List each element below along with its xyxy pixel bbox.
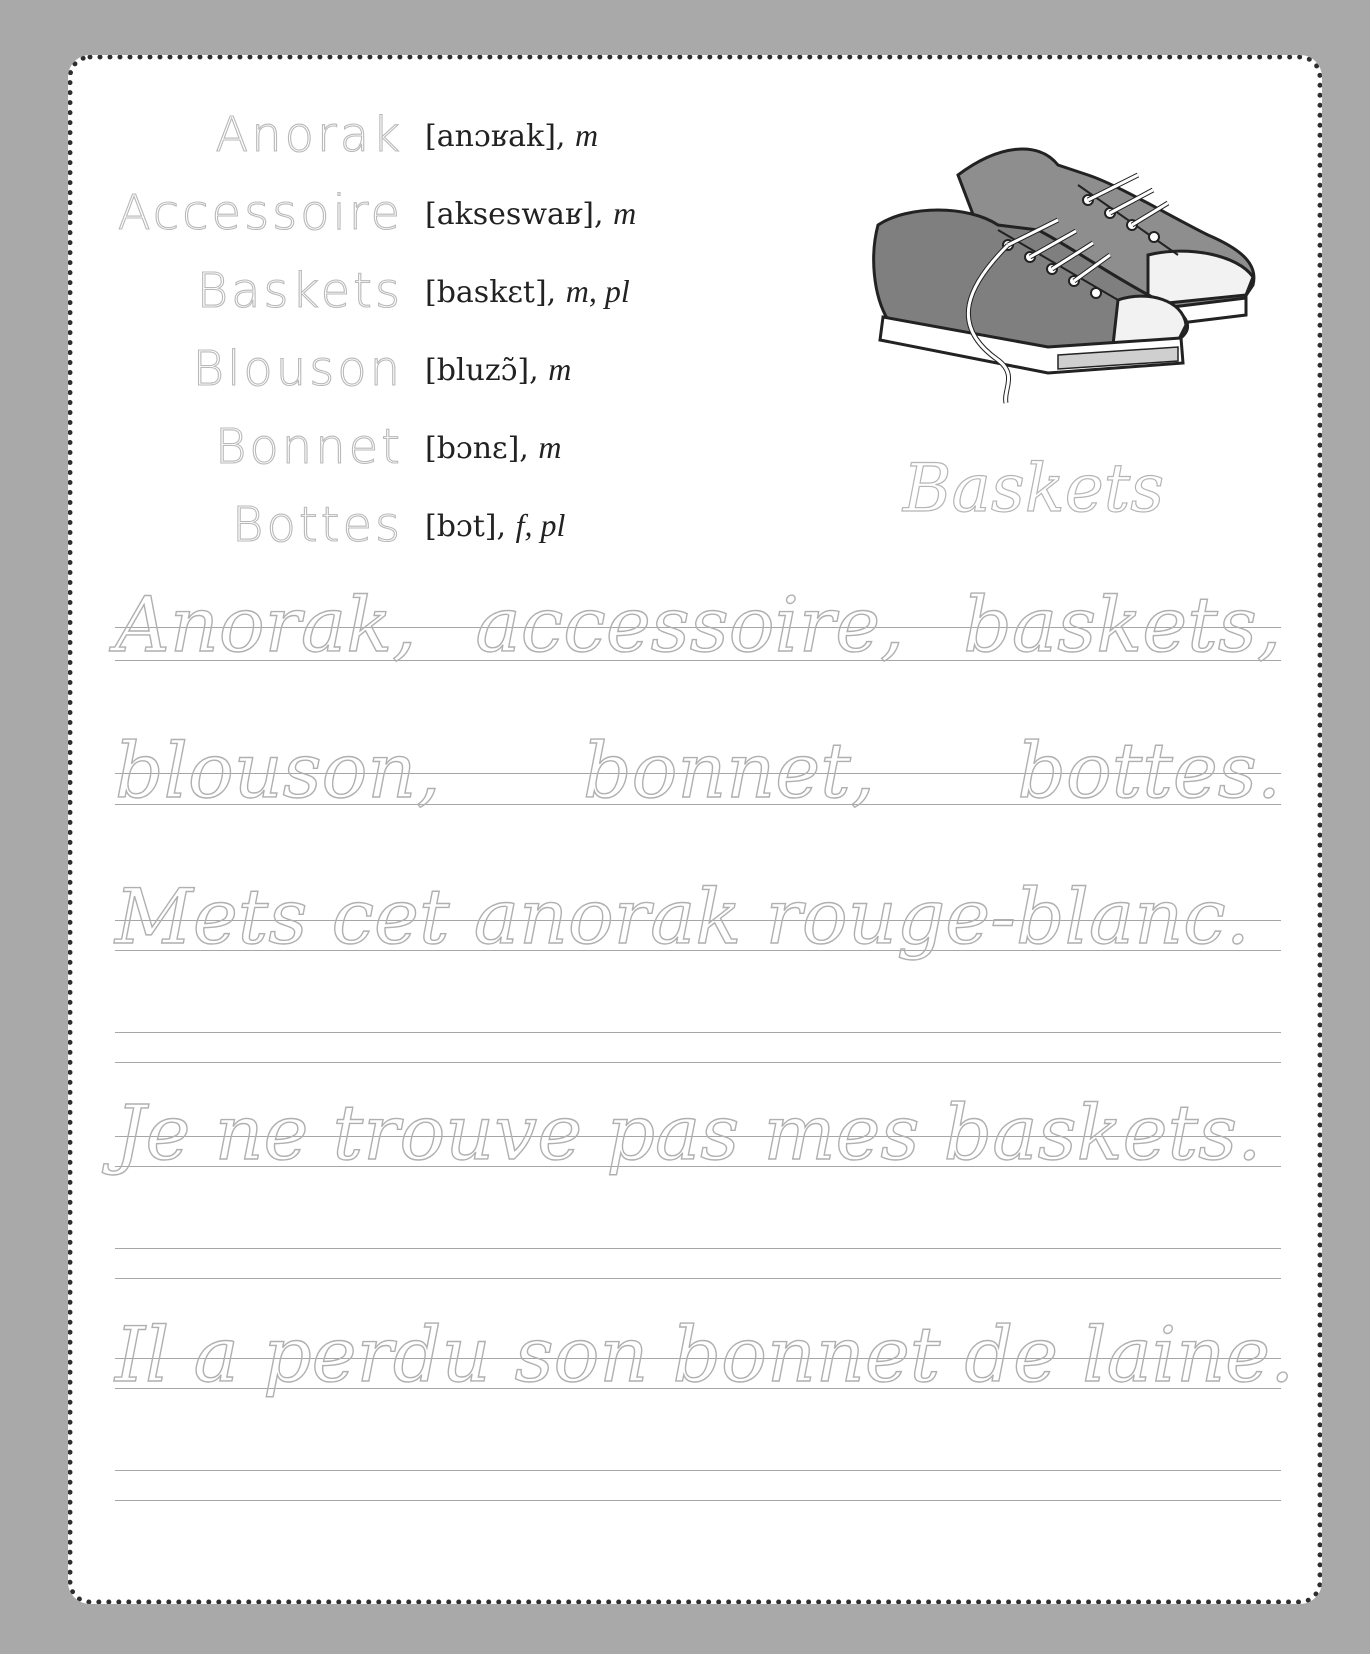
illustration-caption: Baskets [903,450,1165,527]
vocab-word: Blouson [192,341,403,397]
tracing-word: blouson, [115,726,441,815]
tracing-word: Anorak, [115,580,417,669]
vocab-word: Anorak [215,107,403,163]
grammar-tag: m [538,429,562,465]
ipa-text: [anɔʁak], [425,119,566,154]
tracing-sentence-3 [115,1290,1295,1400]
guide-line [115,1500,1281,1501]
vocab-word: Baskets [196,263,403,319]
grammar-tag: f, pl [515,507,566,543]
grammar-tag: m [575,117,599,153]
tracing-word: bonnet, [582,726,875,815]
tracing-sentence-1 [115,852,1281,962]
tracing-word: baskets, [963,580,1281,669]
vocab-word: Accessoire [117,185,403,241]
vocab-word: Bottes [232,497,403,553]
ipa-text: [baskɛt], [425,275,557,310]
ipa-text: [bɔnɛ], [425,431,529,466]
ipa-text: [bɔt], [425,509,507,544]
tracing-sentence-2 [115,1068,1281,1178]
guide-line [115,1278,1281,1279]
tracing-line-2 [115,706,1281,816]
tracing-words [115,726,1281,816]
worksheet-page [68,55,1322,1604]
tracing-words [115,580,1281,670]
guide-line [115,1062,1281,1063]
guide-line [115,1470,1281,1471]
vocab-word: Bonnet [215,419,403,475]
grammar-tag: m, pl [565,273,630,309]
grammar-tag: m [613,195,637,231]
tracing-sentence: Je ne trouve pas mes baskets. [115,1088,1262,1177]
guide-line [115,1032,1281,1033]
grammar-tag: m [548,351,572,387]
tracing-line-1 [115,560,1281,670]
tracing-sentence: Il a perdu son bonnet de laine. [115,1310,1295,1399]
tracing-word: bottes. [1017,726,1281,815]
tracing-sentence: Mets cet anorak rouge-blanc. [115,872,1250,961]
ipa-text: [bluzɔ̃], [425,353,539,388]
tracing-word: accessoire, [475,580,905,669]
guide-line [115,1248,1281,1249]
ipa-text: [akseswaʁ], [425,197,604,232]
